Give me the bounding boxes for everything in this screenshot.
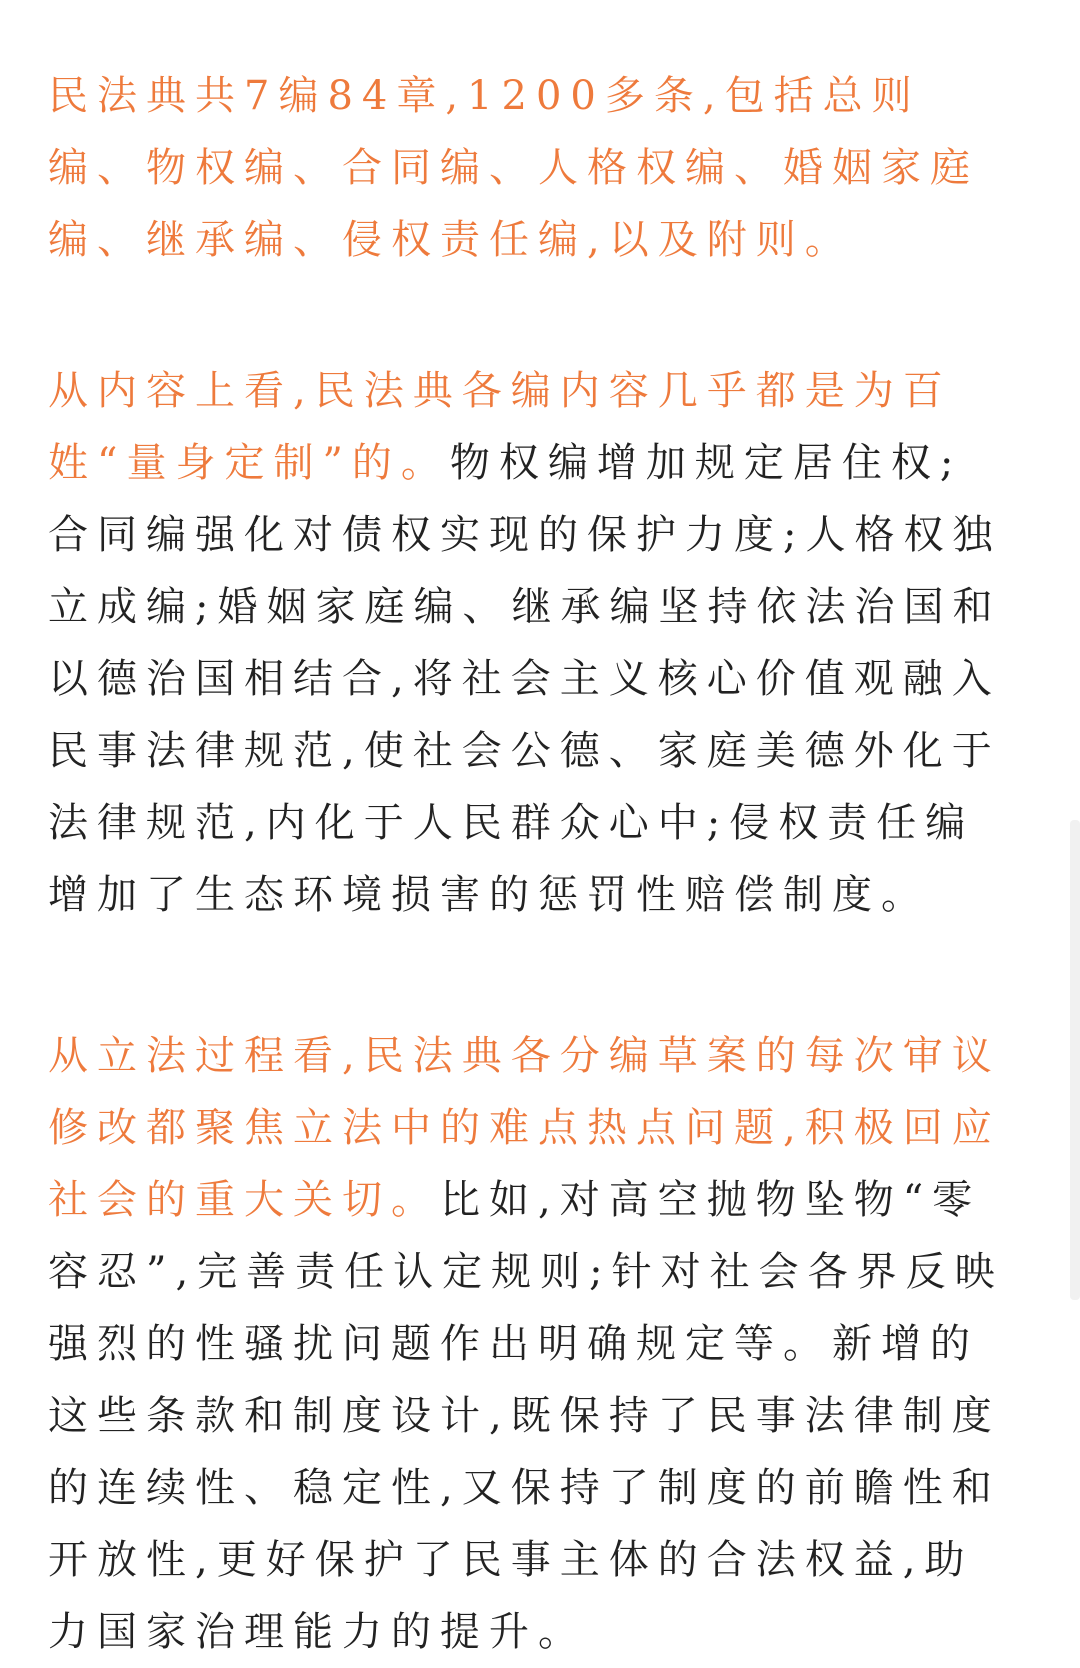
body-text: 比如,对高空抛物坠物“零容忍”,完善责任认定规则;针对社会各界反映强烈的性骚扰问题作出明确规定等。新增的这些条款和制度设计,既保持了民事法律制度的连续性、稳定性,又保持了制度的前瞻性和开放性,更好保护了民事主体的合法权益,助力国家治理能力的提升。 — [48, 1177, 1004, 1655]
highlighted-text: 从内容上看,民法典各编内容几乎都是为百姓“量身定制”的。 — [48, 368, 952, 486]
scrollbar[interactable] — [1070, 820, 1080, 1300]
paragraph-legal-code-structure — [48, 60, 1008, 276]
paragraph-content-perspective — [48, 355, 1008, 931]
highlighted-text: 从立法过程看,民法典各分编草案的每次审议修改都聚焦立法中的难点热点问题,积极回应社会的重大关切。 — [48, 1033, 1001, 1223]
highlighted-text: 民法典共7编84章,1200多条,包括总则编、物权编、合同编、人格权编、婚姻家庭编、继承编、侵权责任编,以及附则。 — [48, 73, 979, 263]
body-text: 物权编增加规定居住权;合同编强化对债权实现的保护力度;人格权独立成编;婚姻家庭编、继承编坚持依法治国和以德治国相结合,将社会主义核心价值观融入民事法律规范,使社会公德、家庭美德外化于法律规范,内化于人民群众心中;侵权责任编增加了生态环境损害的惩罚性赔偿制度。 — [48, 440, 1002, 918]
paragraph-legislative-process — [48, 1020, 1008, 1668]
